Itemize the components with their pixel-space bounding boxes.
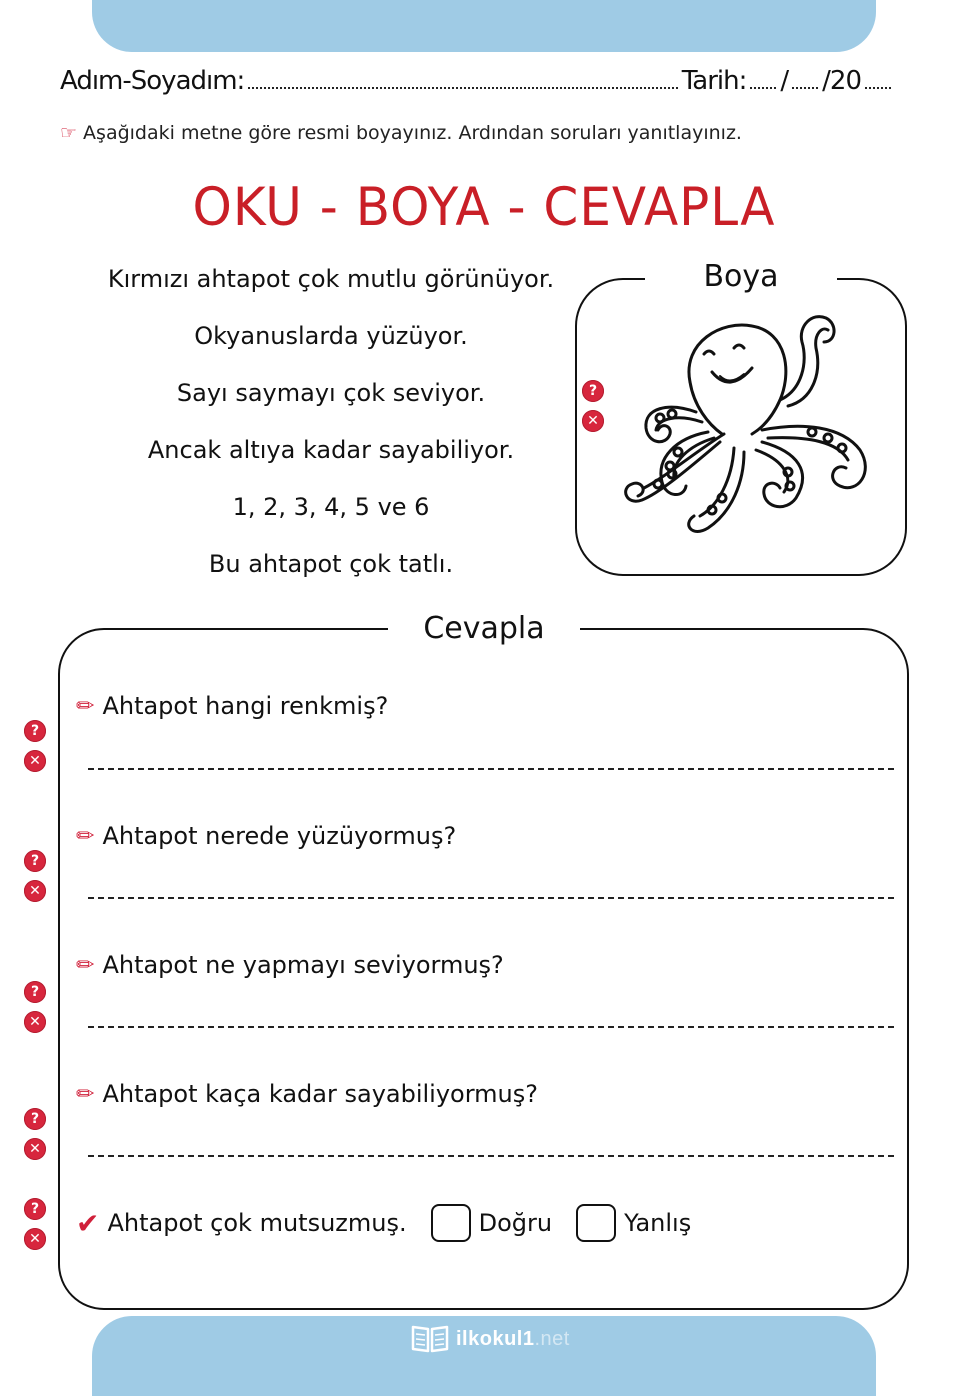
footer-logo xyxy=(410,1322,570,1356)
help-icon[interactable]: ? xyxy=(24,981,46,1003)
true-false-row xyxy=(76,1204,691,1242)
answer-line-2[interactable] xyxy=(88,897,894,899)
instruction-text: Aşağıdaki metne göre resmi boyayınız. Ardından soruları yanıtlayınız. xyxy=(83,122,742,144)
logo-name: ilkokul1.net xyxy=(456,1327,570,1350)
answer-line-3[interactable] xyxy=(88,1026,894,1028)
help-icon[interactable]: ? xyxy=(24,720,46,742)
question-1 xyxy=(76,692,388,720)
date-sep-2: /20 xyxy=(822,66,861,96)
name-date-line xyxy=(60,66,895,96)
question-text: Ahtapot nerede yüzüyormuş? xyxy=(102,822,457,850)
question-3 xyxy=(76,951,504,979)
answer-line-4[interactable] xyxy=(88,1155,894,1157)
side-icon-group xyxy=(24,981,48,1037)
page-title: OKU - BOYA - CEVAPLA xyxy=(192,176,776,238)
true-false-statement: Ahtapot çok mutsuzmuş. xyxy=(107,1209,407,1237)
octopus-coloring-icon[interactable] xyxy=(612,302,874,564)
story-line: Sayı saymayı çok seviyor. xyxy=(176,379,486,407)
help-icon[interactable]: ? xyxy=(24,1198,46,1220)
story-line: Ancak altıya kadar sayabiliyor. xyxy=(147,436,515,464)
story-text xyxy=(100,258,562,600)
help-icon[interactable]: ? xyxy=(24,1108,46,1130)
side-icon-group xyxy=(24,1198,48,1254)
pencil-icon: ✏ xyxy=(76,693,95,719)
top-decorative-band xyxy=(92,0,876,52)
story-line: Okyanuslarda yüzüyor. xyxy=(194,322,468,350)
side-icon-group xyxy=(24,1108,48,1164)
logo-tld: .net xyxy=(534,1327,570,1350)
date-month-field[interactable] xyxy=(792,87,818,89)
side-icon-group xyxy=(24,850,48,906)
answer-line-1[interactable] xyxy=(88,768,894,770)
date-day-field[interactable] xyxy=(750,87,776,89)
close-icon[interactable]: ✕ xyxy=(24,1138,46,1160)
date-label: Tarih: xyxy=(681,66,747,96)
pencil-icon: ✏ xyxy=(76,952,95,978)
date-sep-1: / xyxy=(780,66,789,96)
name-label: Adım-Soyadım: xyxy=(60,66,245,96)
pencil-icon: ✏ xyxy=(76,823,95,849)
close-icon[interactable]: ✕ xyxy=(24,750,46,772)
question-text: Ahtapot ne yapmayı seviyormuş? xyxy=(102,951,504,979)
close-icon[interactable]: ✕ xyxy=(24,1228,46,1250)
true-checkbox[interactable] xyxy=(431,1204,471,1242)
name-field[interactable] xyxy=(248,87,677,89)
date-year-field[interactable] xyxy=(865,87,891,89)
story-line: Bu ahtapot çok tatlı. xyxy=(208,550,454,578)
coloring-label: Boya xyxy=(645,254,837,300)
question-text: Ahtapot hangi renkmiş? xyxy=(102,692,389,720)
false-checkbox[interactable] xyxy=(576,1204,616,1242)
side-icon-group xyxy=(24,720,48,776)
close-icon[interactable]: ✕ xyxy=(582,410,604,432)
help-icon[interactable]: ? xyxy=(24,850,46,872)
story-line: Kırmızı ahtapot çok mutlu görünüyor. xyxy=(107,265,555,293)
story-line: 1, 2, 3, 4, 5 ve 6 xyxy=(232,493,430,521)
false-label: Yanlış xyxy=(624,1209,692,1237)
answer-label: Cevapla xyxy=(388,604,580,654)
checkmark-icon: ✔ xyxy=(76,1206,100,1240)
help-icon[interactable]: ? xyxy=(582,380,604,402)
close-icon[interactable]: ✕ xyxy=(24,1011,46,1033)
true-label: Doğru xyxy=(478,1209,553,1237)
question-text: Ahtapot kaça kadar sayabiliyormuş? xyxy=(102,1080,538,1108)
pencil-icon: ✏ xyxy=(76,1081,95,1107)
question-4 xyxy=(76,1080,538,1108)
instruction xyxy=(60,122,742,144)
question-2 xyxy=(76,822,456,850)
pointing-hand-icon: ☞ xyxy=(60,122,78,144)
close-icon[interactable]: ✕ xyxy=(24,880,46,902)
book-icon xyxy=(410,1323,450,1355)
side-icon-group xyxy=(582,380,606,436)
